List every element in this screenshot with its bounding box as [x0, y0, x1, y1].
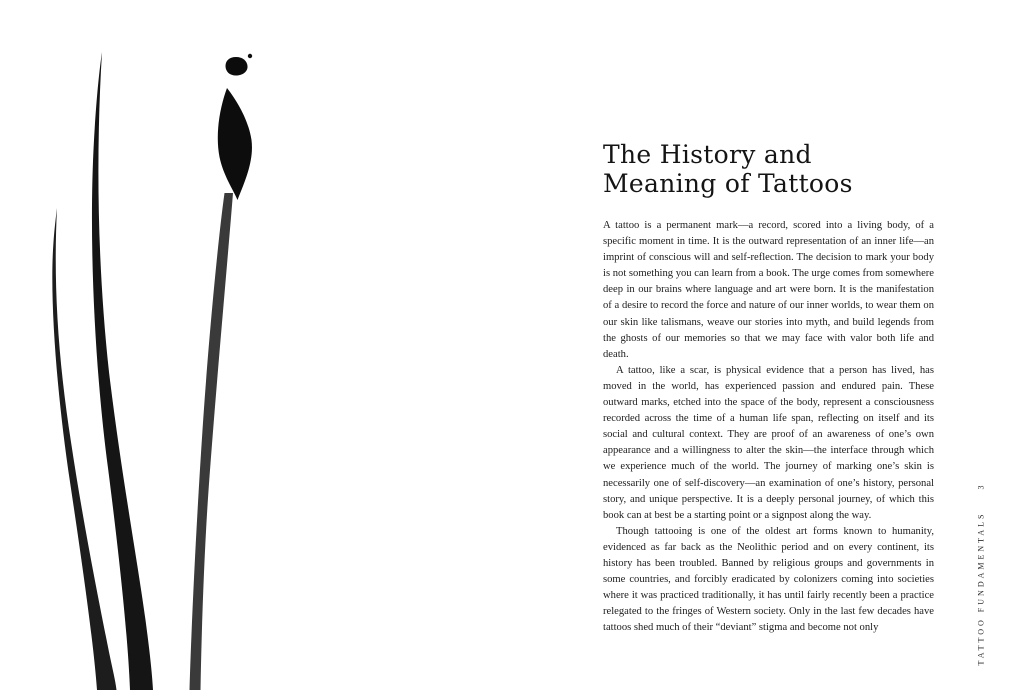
tall-leaf-stroke: [92, 52, 153, 690]
running-foot-inner: [977, 482, 986, 665]
chapter-body: [603, 218, 934, 636]
chapter-title-line-2: Meaning of Tattoos: [603, 169, 853, 198]
ink-flower-illustration: [0, 0, 460, 690]
body-paragraph-1: A tattoo is a permanent mark—a record, scored into a living body, of a specific moment in time. It is the outward representation of an inner life—an imprint of conscious will and self-reflection. The decision to mark your body is not something you can learn from a book. The urge comes from somewhere deep in our brains where language and art were born. It is the manifestation of a desire to record the force and nature of our inner worlds, to wear them on our skin like talismans, weave our stories into myth, and build legends from the ghosts of our memories so that we may face with valor both life and death.: [603, 220, 934, 360]
flower-stem: [190, 193, 234, 690]
right-page: [603, 140, 934, 636]
body-paragraph-2: A tattoo, like a scar, is physical evidence that a person has lived, has moved in the world, has experienced passion and endured pain. These outward marks, etched into the space of the body, represent a consciousness recorded across the time of a human life span, reflecting on itself and its social and cultural context. They are proof of an awareness of one’s own appearance and a willingness to alter the skin—the interface through which we experience much of the world. The journey of marking one’s skin is necessarily one of self-discovery—an examination of one’s history, personal story, and unique perspective. It is a deeply personal journey, of which this book can at best be a starting point or a signpost along the way.: [603, 364, 934, 521]
running-foot: [972, 478, 990, 670]
ink-dot: [226, 57, 248, 76]
chapter-title-line-1: The History and: [603, 140, 812, 169]
section-label: TATTOO FUNDAMENTALS: [976, 511, 986, 666]
ink-speck: [248, 54, 252, 58]
chapter-title: [603, 140, 934, 198]
body-paragraph-3: Though tattooing is one of the oldest art forms known to humanity, evidenced as far back as the Neolithic period and on every continent, its history has been troubled. Banned by religious groups and governments in some countries, and forcibly eradicated by colonizers coming into societies where it was practiced traditionally, it has until fairly recently been a practice relegated to the fringes of Western society. Only in the last few decades have tattoos shed much of their “deviant” stigma and become not only: [603, 525, 934, 634]
flower-bud: [218, 88, 252, 200]
left-page: [0, 0, 460, 690]
page-number: 3: [976, 482, 986, 490]
